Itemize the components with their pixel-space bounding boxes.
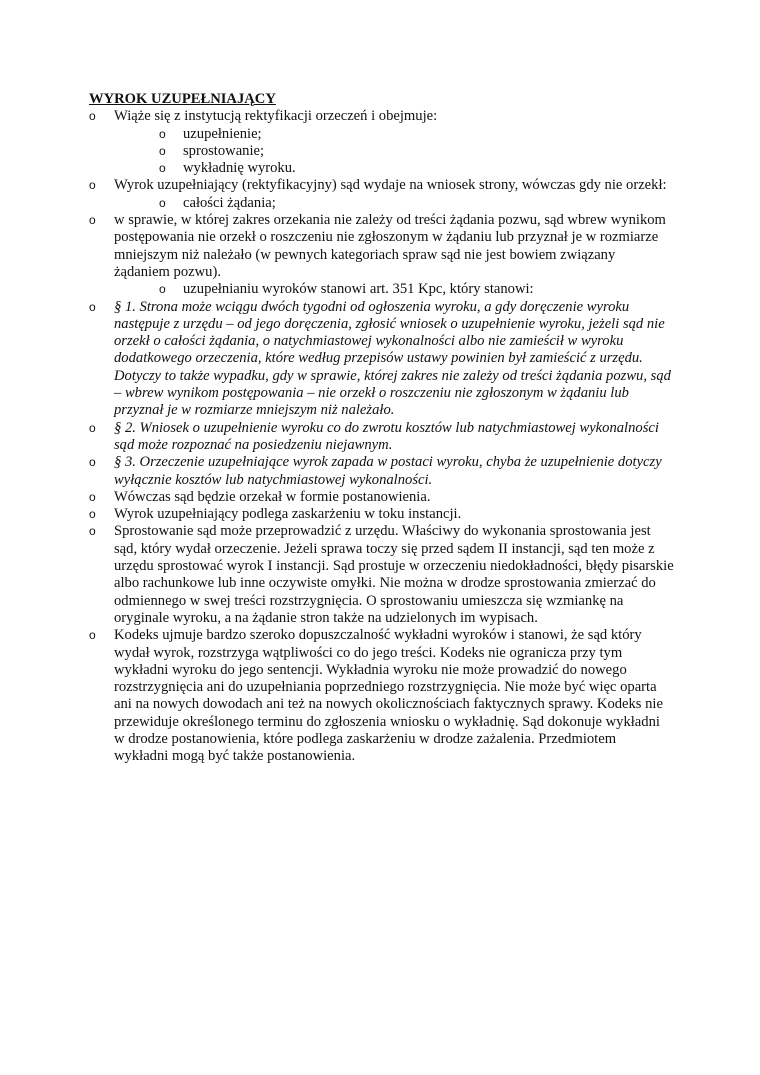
list-item-text: Wiąże się z instytucją rektyfikacji orzeczeń i obejmuje: [114,108,438,125]
bullet-circle-icon: o [159,143,166,158]
bullet-circle-icon: o [89,489,96,504]
bullet-circle-icon: o [89,455,96,470]
list-item-text: Wyrok uzupełniający podlega zaskarżeniu w toku instancji. [114,506,462,523]
list-item [89,299,674,420]
list-item-text: Wyrok uzupełniający (rektyfikacyjny) sąd wydaje na wniosek strony, wówczas gdy nie orzekł: [114,177,667,194]
sub-list-item [89,126,674,143]
list-item [89,523,674,627]
list-item-text: Sprostowanie sąd może przeprowadzić z urzędu. Właściwy do wykonania sprostowania jest sąd, który wydał orzeczenie. Jeżeli sprawa toczy się przed sądem II instancji, sąd ten może z urzędu sprostować wyrok I instancji. Sąd prostuje w orzeczeniu niedokładności, błędy pisarskie albo rachunkowe lub inne oczywiste omyłki. Nie można w drodze sprostowania zmierzać do odmiennego w swej treści rozstrzygnięcia. O sprostowaniu umieszcza się wzmiankę na oryginale wyroku, a na żądanie stron także na udzielonych im wypisach. [114,523,674,626]
bullet-circle-icon: o [159,126,166,141]
bullet-circle-icon: o [89,524,96,539]
bullet-circle-icon: o [159,195,166,210]
list-item-text: w sprawie, w której zakres orzekania nie zależy od treści żądania pozwu, sąd wbrew wynikom postępowania nie orzekł o roszczeniu nie zgłoszonym w żądaniu lub przyznał je w rozmiarze mniejszym niż należało (w pewnych kategoriach spraw sąd nie jest bowiem związany żądaniem pozwu). [114,212,666,280]
list-item-text: wykładnię wyroku. [183,160,296,177]
list-item-text: § 2. Wniosek o uzupełnienie wyroku co do zwrotu kosztów lub natychmiastowej wykonalności sąd może rozpoznać na posiedzeniu niejawnym. [114,419,659,453]
list-item [89,212,674,281]
bullet-circle-icon: o [89,420,96,435]
bullet-circle-icon: o [159,282,166,297]
list-item [89,108,674,125]
list-item [89,489,674,506]
bullet-circle-icon: o [89,299,96,314]
list-item-text: § 3. Orzeczenie uzupełniające wyrok zapada w postaci wyroku, chyba że uzupełnienie dotyczy wyłącznie kosztów lub natychmiastowej wykonalności. [114,454,662,488]
bullet-circle-icon: o [89,109,96,124]
list-item-text: sprostowanie; [183,142,265,159]
list-item [89,627,674,765]
document-title: WYROK UZUPEŁNIAJĄCY [89,91,276,107]
list-item-text: całości żądania; [183,194,276,211]
list-item-text: § 1. Strona może wciągu dwóch tygodni od ogłoszenia wyroku, a gdy doręczenie wyroku następuje z urzędu – od jego doręczenia, zgłosić wniosek o uzupełnienie wyroku, jeżeli sąd nie orzekł o całości żądania, o natychmiastowej wykonalności albo nie zamieścił w wyroku dodatkowego orzeczenia, które według przepisów ustawy powinien był zamieścić z urzędu. Dotyczy to także wypadku, gdy w sprawie, której zakres nie zależy od treści żądania pozwu, sąd – wbrew wynikom postępowania – nie orzekł o roszczeniu nie zgłoszonym w żądaniu lub przyznał je w rozmiarze mniejszym niż należało. [114,298,671,419]
bullet-list [89,108,674,765]
bullet-circle-icon: o [89,178,96,193]
list-item-text: uzupełnienie; [183,125,262,142]
sub-list-item [89,143,674,160]
list-item [89,454,674,489]
list-item-text: Wówczas sąd będzie orzekał w formie postanowienia. [114,488,431,505]
list-item-text: Kodeks ujmuje bardzo szeroko dopuszczalność wykładni wyroków i stanowi, że sąd który wydał wyrok, rozstrzyga wątpliwości co do jego treści. Kodeks nie ogranicza przy tym wykładni wyroku do jego sentencji. Wykładnia wyroku nie może prowadzić do nowego rozstrzygnięcia ani do uzupełniania poprzedniego rozstrzygnięcia. Nie może być więc oparta ani na nowych dowodach ani też na nowych okolicznościach faktycznych sprawy. Kodeks nie przewiduje określonego terminu do zgłoszenia wniosku o wykładnię. Sąd dokonuje wykładni w drodze postanowienia, które podlega zaskarżeniu w drodze zażalenia. Przedmiotem wykładni mogą być także postanowienia. [114,627,663,765]
sub-list-item [89,281,674,298]
list-item [89,420,674,455]
document-body [89,91,674,766]
sub-list-item [89,160,674,177]
bullet-circle-icon: o [89,628,96,643]
list-item [89,177,674,194]
bullet-circle-icon: o [159,161,166,176]
list-item [89,506,674,523]
sub-list-item [89,195,674,212]
bullet-circle-icon: o [89,507,96,522]
list-item-text: uzupełnianiu wyroków stanowi art. 351 Kpc, który stanowi: [183,281,534,298]
bullet-circle-icon: o [89,213,96,228]
